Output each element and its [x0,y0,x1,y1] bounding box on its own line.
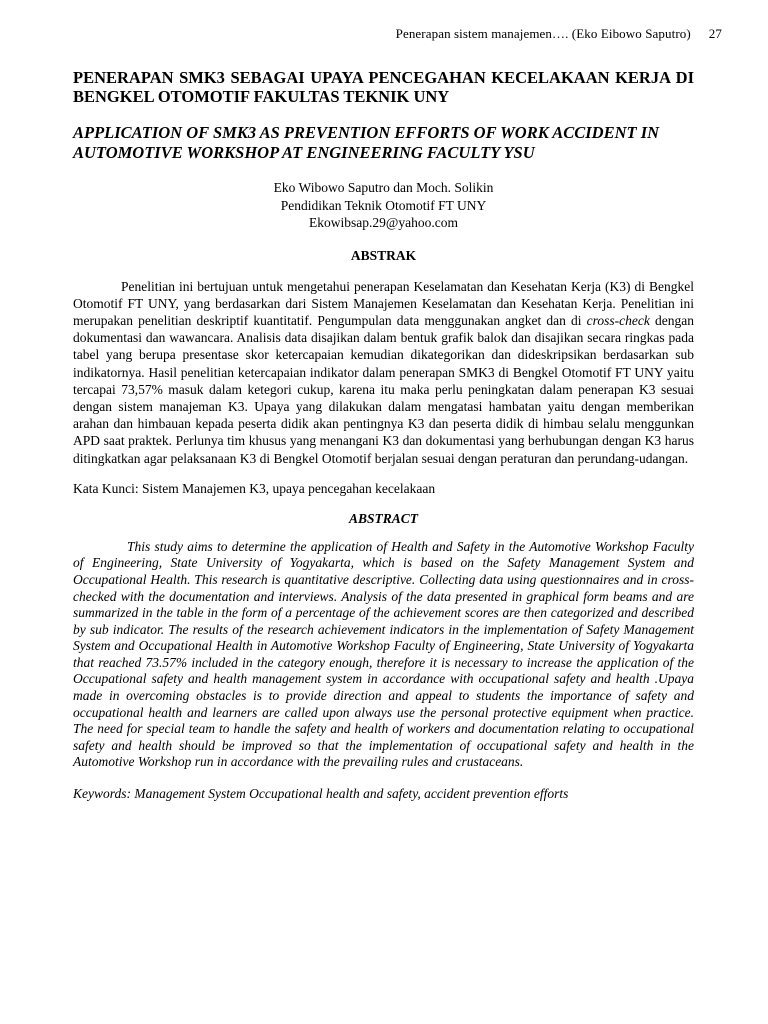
author-block [73,179,694,232]
abstrak-body-part-2: dengan dokumentasi dan wawancara. Analisis data disajikan dalam bentuk grafik balok dan disajikan secara ringkas pada tabel yang berupa presentase skor ketercapaian kemudian dikategorikan dan dideskripsikan berdasarkan sub indikatornya. Hasil penelitian ketercapaian indikator dalam penerapan SMK3 di Bengkel Otomotif FT UNY yaitu tercapai 73,57% masuk dalam ketegori cukup, karena itu maka perlu peningkatan dalam penerapan K3 sesuai dengan sistem manajeman K3. Upaya yang dilakukan dalam mengatasi hambatan yaitu dengan memberikan arahan dan himbauan kepada peserta didik akan pentingnya K3 dan peserta didik di himbau selalu menggunkan APD saat praktek. Perlunya tim khusus yang menangani K3 dan dokumentasi yang berhubungan dengan K3 harus ditingkatkan agar pelaksanaan K3 di Bengkel Otomotif berjalan sesuai dengan peraturan dan perundang-udangan. [73,312,695,466]
abstrak-body-italic: cross-check [586,312,650,328]
abstrak-heading: ABSTRAK [350,247,417,263]
abstract-body: This study aims to determine the application of Health and Safety in the Automotive Workshop Faculty of Engineering, State University of Yogyakarta, which is based on the Safety Management System and Occupational Health. This research is quantitative descriptive. Collecting data using questionnaires and in cross-checked with the documentation and interviews. Analysis of the data presented in graphical form beams and are summarized in the table in the form of a percentage of the achievement scores are then categorized and described by sub indicator. The results of the research achievement indicators in the implementation of Safety Management System and Occupational Health in Automotive Workshop Faculty of Engineering, State University of Yogyakarta that reached 73.57% included in the category enough, therefore it is necessary to increase the application of the Occupational safety and health management system in accordance with occupational safety and health .Upaya made in overcoming obstacles is to provide direction and appeal to students the importance of safety and occupational health and learners are called upon always use the personal protective equipment when practice. The need for special team to handle the safety and health of workers and documentation relating to occupational safety and health should be improved so that the implementation of occupational safety and health in the Automotive Workshop run in accordance with the prevailing rules and crustaceans. [73,538,694,770]
author-email: Ekowibsap.29@yahoo.com [309,215,458,230]
title-english: APPLICATION OF SMK3 AS PREVENTION EFFORTS OF WORK ACCIDENT IN AUTOMOTIVE WORKSHOP AT ENGINEERING FACULTY YSU [73,123,660,162]
running-header [396,26,722,42]
abstrak-body-part-1: Penelitian ini bertujuan untuk mengetahui penerapan Keselamatan dan Kesehatan Kerja (K3) di Bengkel Otomotif FT UNY, yang berdasarkan dari Sistem Manajemen Keselamatan dan Kesehatan Kerja. Penelitian ini merupakan penelitian deskriptif kuantitatif. Pengumpulan data menggunakan angket dan di [73,278,694,328]
article-content [73,68,694,802]
running-title: Penerapan sistem manajemen…. (Eko Eibowo Saputro) [395,26,691,41]
abstrak-body [73,278,694,467]
abstract-keywords: Keywords: Management System Occupational health and safety, accident prevention efforts [73,786,569,802]
abstrak-keywords: Kata Kunci: Sistem Manajemen K3, upaya pencegahan kecelakaan [73,480,436,496]
author-names: Eko Wibowo Saputro dan Moch. Solikin [273,180,494,195]
title-indonesian: PENERAPAN SMK3 SEBAGAI UPAYA PENCEGAHAN KECELAKAAN KERJA DI BENGKEL OTOMOTIF FAKULTAS TEKNIK UNY [73,68,694,106]
page-number: 27 [708,26,722,41]
abstract-heading: ABSTRACT [348,510,419,526]
author-affiliation: Pendidikan Teknik Otomotif FT UNY [280,197,487,213]
